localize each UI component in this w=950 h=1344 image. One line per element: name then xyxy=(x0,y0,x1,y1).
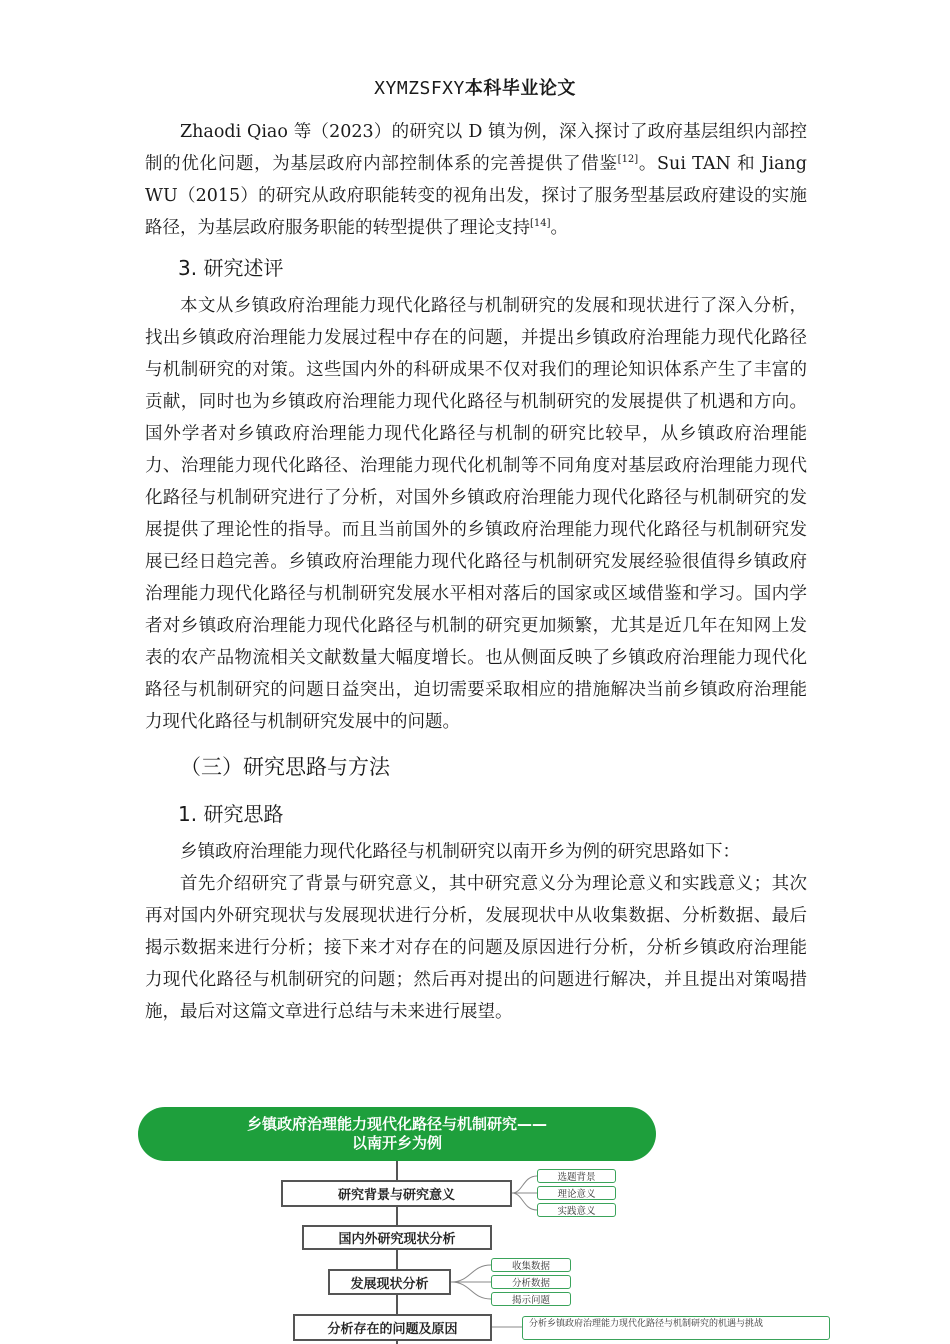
research-flowchart xyxy=(135,1103,835,1344)
flowchart-title xyxy=(138,1107,656,1161)
header-title: 本科毕业论文 xyxy=(464,78,576,99)
branch-practical-significance: 实践意义 xyxy=(537,1203,616,1217)
branch-line xyxy=(451,1282,491,1299)
branch-analyze-data: 分析数据 xyxy=(491,1275,571,1289)
citation-14: [14] xyxy=(530,218,551,230)
flowchart-title-line: 乡镇政府治理能力现代化路径与机制研究—— xyxy=(246,1115,547,1133)
node-background-significance: 研究背景与研究意义 xyxy=(281,1180,512,1207)
flowchart-title-line: 以南开乡为例 xyxy=(351,1134,442,1152)
page-header xyxy=(0,74,950,100)
citation-12: [12] xyxy=(617,154,639,166)
heading-research-approach: 1. 研究思路 xyxy=(178,802,284,826)
branch-reveal-problems: 揭示问题 xyxy=(491,1292,571,1306)
branch-collect-data: 收集数据 xyxy=(491,1258,571,1272)
node-problems-causes: 分析存在的问题及原因 xyxy=(293,1314,492,1341)
branch-theoretical-significance: 理论意义 xyxy=(537,1186,616,1200)
paragraph-literature xyxy=(145,116,807,244)
paragraph-text: 。Sui TAN 和 Jiang WU（2015）的研究从政府职能转变的视角出发，探讨了服务型基层政府建设的实施路径，为基层政府服务职能的转型提供了理论支持 xyxy=(145,154,808,238)
paragraph-text: Zhaodi Qiao 等（2023）的研究以 D 镇为例，深入探讨了政府基层组织内部控制的优化问题，为基层政府内部控制体系的完善提供了借鉴 xyxy=(145,122,807,174)
paragraph-text: 。 xyxy=(550,218,569,238)
header-latin: XYMZSFXY xyxy=(374,78,465,99)
branch-topic-background: 选题背景 xyxy=(537,1169,616,1183)
branch-line xyxy=(512,1193,537,1210)
branch-line xyxy=(451,1265,491,1282)
heading-research-review: 3. 研究述评 xyxy=(178,256,284,280)
node-status-analysis: 国内外研究现状分析 xyxy=(302,1225,492,1250)
node-development-status: 发展现状分析 xyxy=(328,1269,451,1295)
paragraph-approach-intro: 乡镇政府治理能力现代化路径与机制研究以南开乡为例的研究思路如下： xyxy=(180,842,740,862)
branch-opportunities-challenges: 分析乡镇政府治理能力现代化路径与机制研究的机遇与挑战 xyxy=(522,1316,830,1340)
heading-section-approach: （三）研究思路与方法 xyxy=(180,755,390,779)
page-body xyxy=(145,116,807,1028)
paragraph-approach-detail: 首先介绍研究了背景与研究意义，其中研究意义分为理论意义和实践意义；其次再对国内外研究现状与发展现状进行分析，发展现状中从收集数据、分析数据、最后揭示数据来进行分析；接下来才对存在的问题及原因进行分析，分析乡镇政府治理能力现代化路径与机制研究的问题；然后再对提出的问题进行解决，并且提出对策喝措施，最后对这篇文章进行总结与未来进行展望。 xyxy=(145,874,807,1022)
branch-line xyxy=(512,1176,537,1193)
paragraph-review: 本文从乡镇政府治理能力现代化路径与机制研究的发展和现状进行了深入分析，找出乡镇政府治理能力发展过程中存在的问题，并提出乡镇政府治理能力现代化路径与机制研究的对策。这些国内外的科研成果不仅对我们的理论知识体系产生了丰富的贡献，同时也为乡镇政府治理能力现代化路径与机制研究的发展提供了机遇和方向。国外学者对乡镇政府治理能力现代化路径与机制的研究比较早，从乡镇政府治理能力、治理能力现代化路径、治理能力现代化机制等不同角度对基层政府治理能力现代化路径与机制研究进行了分析，对国外乡镇政府治理能力现代化路径与机制研究的发展提供了理论性的指导。而且当前国外的乡镇政府治理能力现代化路径与机制研究发展已经日趋完善。乡镇政府治理能力现代化路径与机制研究发展经验很值得乡镇政府治理能力现代化路径与机制研究发展水平相对落后的国家或区域借鉴和学习。国内学者对乡镇政府治理能力现代化路径与机制的研究更加频繁，尤其是近几年在知网上发表的农产品物流相关文献数量大幅度增长。也从侧面反映了乡镇政府治理能力现代化路径与机制研究的问题日益突出，迫切需要采取相应的措施解决当前乡镇政府治理能力现代化路径与机制研究发展中的问题。 xyxy=(145,296,807,732)
